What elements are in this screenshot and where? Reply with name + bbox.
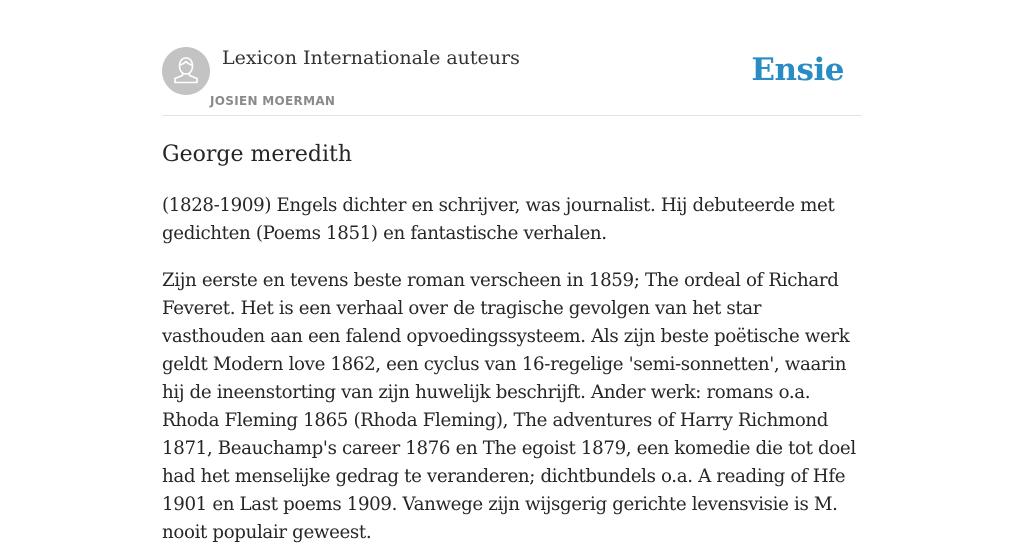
article-paragraph-1: (1828-1909) Engels dichter en schrijver, was journalist. Hij debuteerde met gedichten (Poems 1851) en fantastische verhalen. [162, 195, 835, 244]
article-paragraph-2: Zijn eerste en tevens beste roman verscheen in 1859; The ordeal of Richard Feveret. Het is een verhaal over de tragische gevolgen van het star vasthouden aan een falend opvoedingssysteem. Als zijn beste poëtische werk geldt Modern love 1862, een cyclus van 16-regelige 'semi-sonnetten', waarin hij de ineenstorting van zijn huwelijk beschrijft. Ander werk: romans o.a. Rhoda Fleming 1865 (Rhoda Fleming), The adventures of Harry Richmond 1871, Beauchamp's career 1876 en The egoist 1879, een komedie die tot doel had het menselijke gedrag te veranderen; dichtbundels o.a. A reading of Hfe 1901 en Last poems 1909. Vanwege zijn wijsgerig gerichte levensvisie is M. nooit populair geweest. [162, 270, 856, 543]
collection-title-link[interactable]: Lexicon Internationale auteurs [222, 47, 520, 69]
author-avatar[interactable] [162, 47, 210, 95]
header [162, 46, 862, 116]
article [162, 140, 862, 547]
article-title: George meredith [162, 142, 352, 167]
author-name-link[interactable]: JOSIEN MOERMAN [210, 94, 336, 108]
ensie-logo[interactable]: Ensie [751, 52, 844, 88]
user-silhouette-icon [162, 47, 210, 95]
